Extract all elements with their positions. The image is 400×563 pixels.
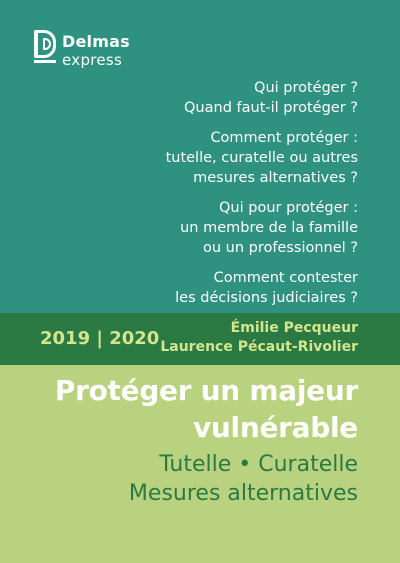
- book-subtitle-line: Mesures alternatives: [128, 481, 358, 506]
- edition-band: [0, 313, 400, 365]
- question-block: [58, 78, 358, 118]
- cover-questions: [58, 78, 358, 318]
- publisher-collection: express: [62, 51, 123, 69]
- question-line: les décisions judiciaires ?: [175, 290, 358, 306]
- question-line: mesures alternatives ?: [193, 170, 358, 186]
- author-name: Émilie Pecqueur: [230, 320, 358, 336]
- book-subtitle-line: Tutelle • Curatelle: [159, 452, 358, 477]
- question-line: Quand faut-il protéger ?: [184, 100, 358, 116]
- publisher-logo: [34, 30, 164, 70]
- logo-d-icon: [34, 30, 56, 58]
- question-block: [58, 198, 358, 258]
- question-line: un membre de la famille: [180, 220, 358, 236]
- question-line: tutelle, curatelle ou autres: [165, 150, 358, 166]
- publisher-name: Delmas: [62, 32, 130, 51]
- question-block: [58, 268, 358, 308]
- author-name: Laurence Pécaut-Rivolier: [160, 339, 358, 355]
- question-line: Comment protéger :: [210, 130, 358, 146]
- question-line: Comment contester: [213, 270, 358, 286]
- question-line: Qui protéger ?: [254, 80, 358, 96]
- book-title-block: [18, 372, 358, 508]
- book-title-line: vulnérable: [192, 411, 358, 444]
- logo-underline: [34, 60, 56, 63]
- edition-years: 2019 | 2020: [40, 328, 160, 349]
- question-line: ou un professionnel ?: [202, 240, 358, 256]
- author-list: [160, 319, 358, 357]
- question-block: [58, 128, 358, 188]
- book-title-line: Protéger un majeur: [54, 374, 358, 407]
- question-line: Qui pour protéger :: [219, 200, 358, 216]
